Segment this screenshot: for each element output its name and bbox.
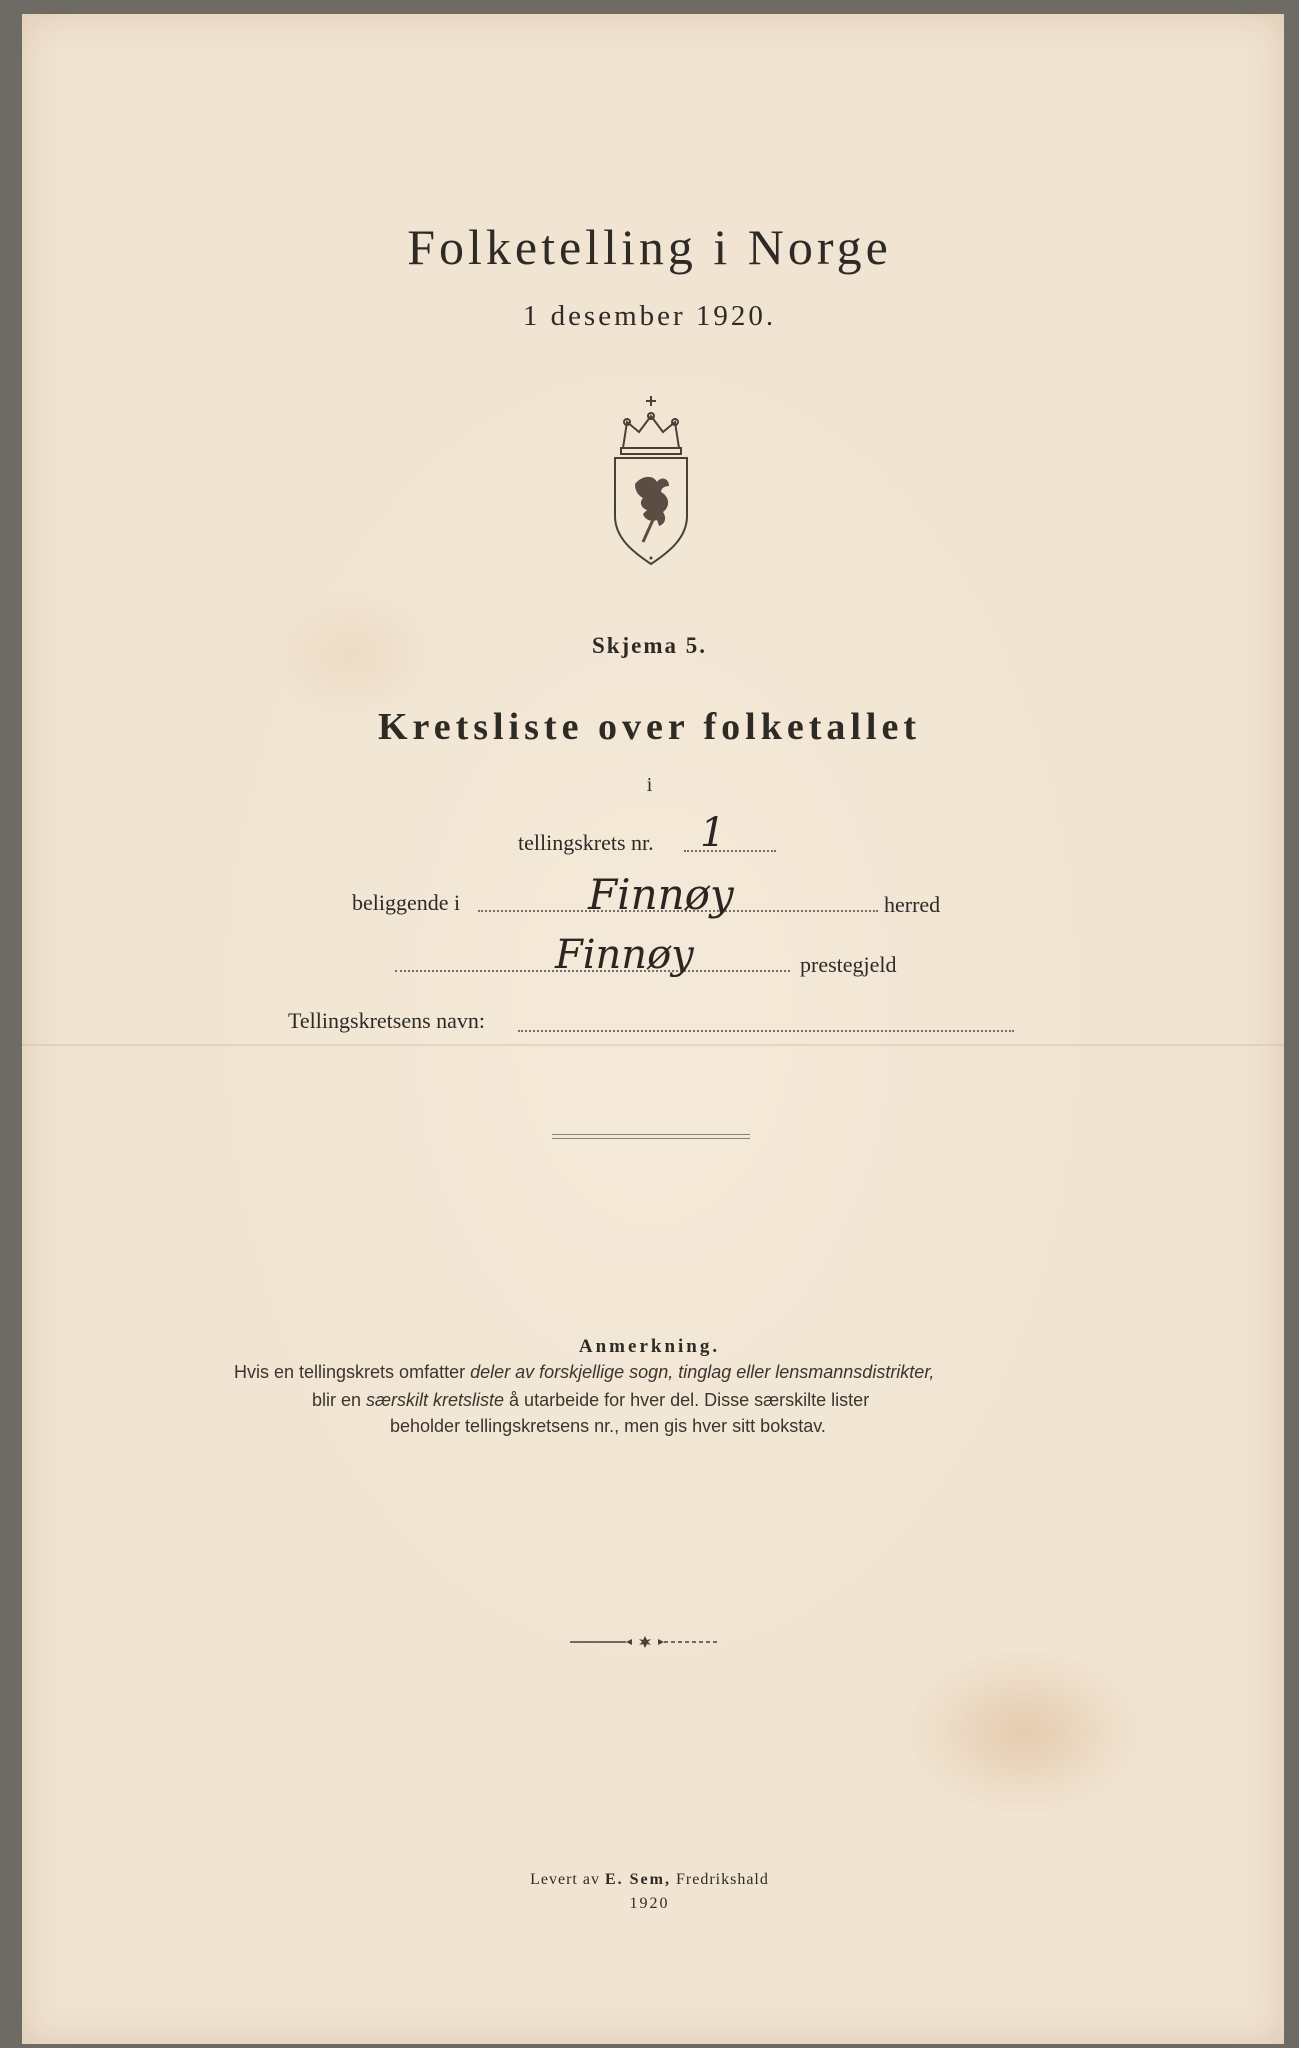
note-line-1-italic: deler av forskjellige sogn, tinglag eller lensmannsdistrikter, — [470, 1362, 935, 1382]
krets-dotline — [684, 850, 776, 852]
connector-i: i — [646, 774, 653, 796]
herred-value: Finnøy — [588, 870, 734, 919]
prestegjeld-label: prestegjeld — [800, 952, 897, 977]
note-line-2-end: å utarbeide for hver del. Disse særskilte lister — [504, 1390, 870, 1410]
form-heading: Kretsliste over folketallet — [377, 706, 922, 748]
note-line-2-start: blir en — [312, 1390, 367, 1410]
printer-place: Fredrikshald — [670, 1871, 769, 1888]
krets-label: tellingskrets nr. — [518, 830, 654, 855]
krets-navn-dotline — [518, 1030, 1014, 1032]
schema-number: Skjema 5. — [591, 633, 708, 658]
krets-navn-label: Tellingskretsens navn: — [288, 1008, 486, 1033]
prestegjeld-value: Finnøy — [555, 932, 694, 978]
herred-label: herred — [884, 892, 941, 917]
note-heading: Anmerkning. — [578, 1336, 721, 1357]
note-line-2-italic: særskilt kretsliste — [366, 1390, 505, 1410]
beliggende-label: beliggende i — [352, 890, 461, 915]
print-year: 1920 — [629, 1895, 670, 1912]
note-line-1-start: Hvis en tellingskrets omfatter — [234, 1362, 471, 1382]
census-date: 1 desember 1920. — [522, 300, 777, 332]
ornament-divider-icon — [570, 1636, 720, 1648]
printer-credit — [0, 1871, 1299, 1889]
note-line-3: beholder tellingskretsens nr., men gis hver sitt bokstav. — [390, 1416, 826, 1436]
paper-fold — [22, 1044, 1284, 1046]
printer-name: E. Sem, — [604, 1871, 671, 1888]
krets-value: 1 — [700, 810, 726, 856]
section-divider — [552, 1134, 750, 1139]
page-title: Folketelling i Norge — [407, 219, 892, 275]
printer-prefix: Levert av — [530, 1871, 605, 1888]
note-line-1 — [234, 1362, 1064, 1383]
norwegian-lion-coat-of-arms-icon — [603, 392, 699, 568]
note-line-2 — [312, 1390, 1032, 1411]
